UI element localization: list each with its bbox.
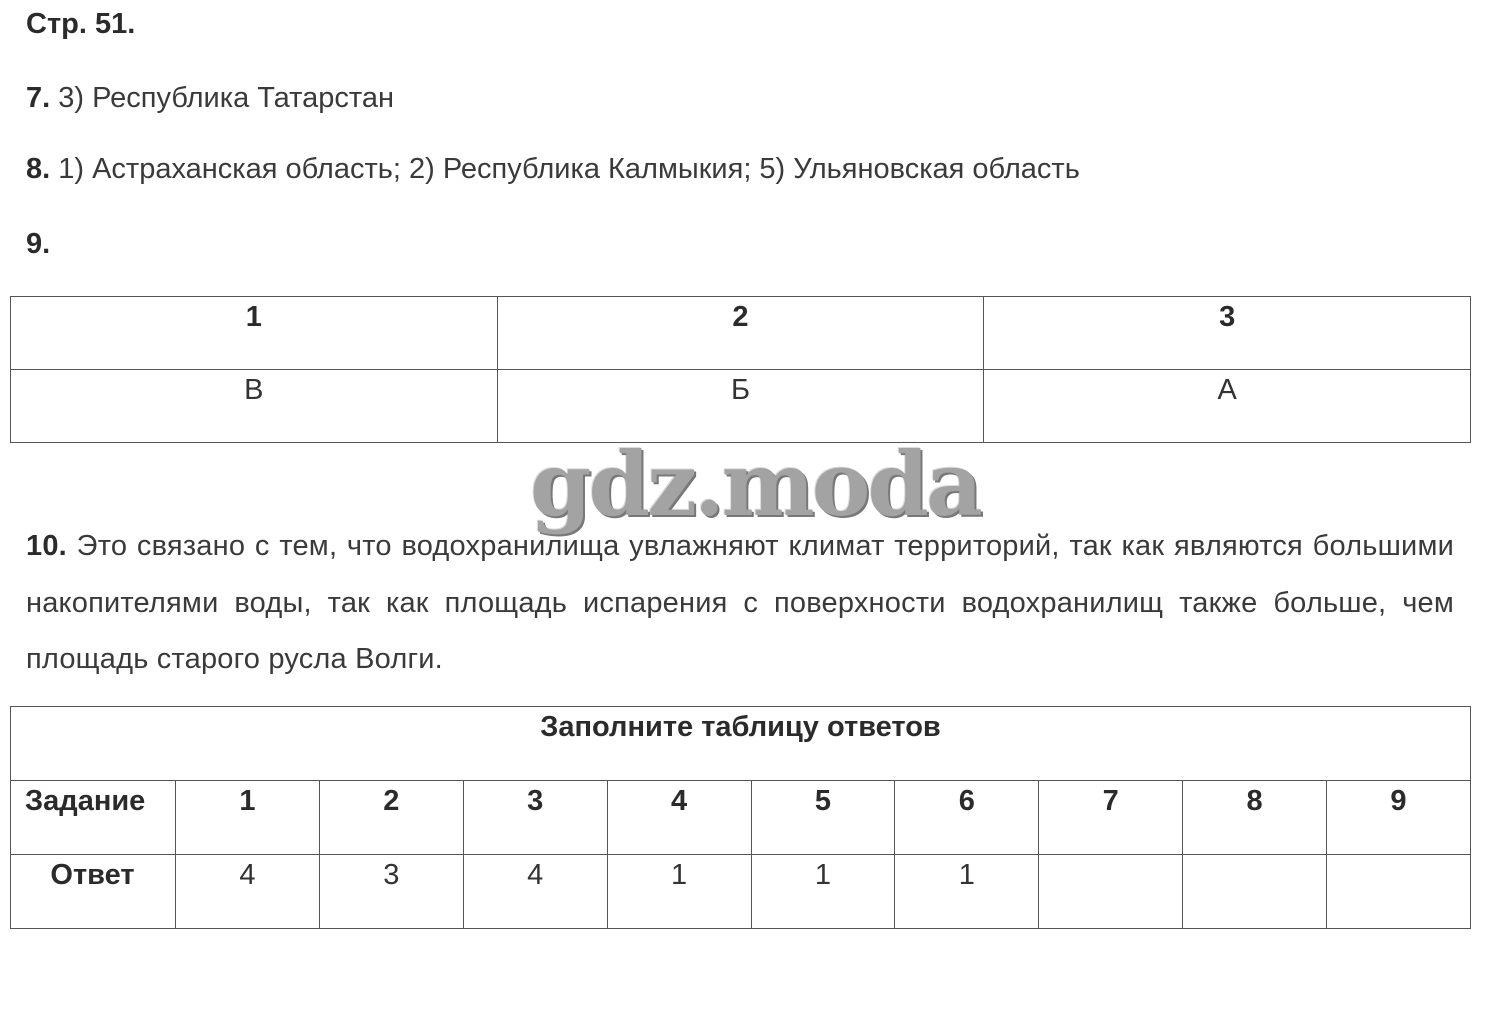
task-number-cell: 5 xyxy=(751,781,895,855)
answer-cell xyxy=(1183,855,1327,929)
question-10 xyxy=(26,518,1454,688)
task-number-cell: 7 xyxy=(1039,781,1183,855)
table-row xyxy=(11,707,1471,781)
question-10-answer: Это связано с тем, что водохранилища увлажняют климат территорий, так как являются большими накопителями воды, так как площадь испарения с поверхности водохранилищ также больше, чем площадь старого русла Волги. xyxy=(26,530,1454,675)
question-7-answer: 3) Республика Татарстан xyxy=(50,82,394,114)
answer-cell: 3 xyxy=(319,855,463,929)
task-number-cell: 1 xyxy=(176,781,320,855)
answer-cell xyxy=(1327,855,1471,929)
table-cell: Б xyxy=(497,370,984,443)
watermark-logo: gdz.moda xyxy=(530,432,981,536)
answers-table-title: Заполните таблицу ответов xyxy=(11,707,1471,781)
answer-cell: 4 xyxy=(176,855,320,929)
question-8-answer: 1) Астраханская область; 2) Республика Калмыкия; 5) Ульяновская область xyxy=(50,153,1080,185)
task-number-cell: 3 xyxy=(463,781,607,855)
task-number-cell: 9 xyxy=(1327,781,1471,855)
task-number-cell: 6 xyxy=(895,781,1039,855)
answers-table xyxy=(10,706,1471,929)
question-9-table xyxy=(10,296,1471,443)
table-row xyxy=(11,855,1471,929)
question-9-number: 9. xyxy=(26,228,51,260)
task-row-label: Задание xyxy=(11,781,176,855)
answer-cell: 1 xyxy=(751,855,895,929)
table-header-cell: 3 xyxy=(984,297,1471,370)
task-number-cell: 8 xyxy=(1183,781,1327,855)
table-header-cell: 1 xyxy=(11,297,498,370)
table-header-cell: 2 xyxy=(497,297,984,370)
task-number-cell: 2 xyxy=(319,781,463,855)
answer-cell: 1 xyxy=(895,855,1039,929)
table-row xyxy=(11,781,1471,855)
question-7 xyxy=(26,80,394,116)
question-10-number: 10. xyxy=(26,530,67,562)
question-9 xyxy=(26,226,50,262)
answer-row-label: Ответ xyxy=(11,855,176,929)
table-row xyxy=(11,297,1471,370)
answer-cell: 4 xyxy=(463,855,607,929)
table-cell: В xyxy=(11,370,498,443)
question-8-number: 8. xyxy=(26,153,51,185)
task-number-cell: 4 xyxy=(607,781,751,855)
question-8 xyxy=(26,151,1080,187)
answer-cell xyxy=(1039,855,1183,929)
answer-cell: 1 xyxy=(607,855,751,929)
table-cell: А xyxy=(984,370,1471,443)
question-7-number: 7. xyxy=(26,82,51,114)
page-title: Стр. 51. xyxy=(26,8,136,40)
